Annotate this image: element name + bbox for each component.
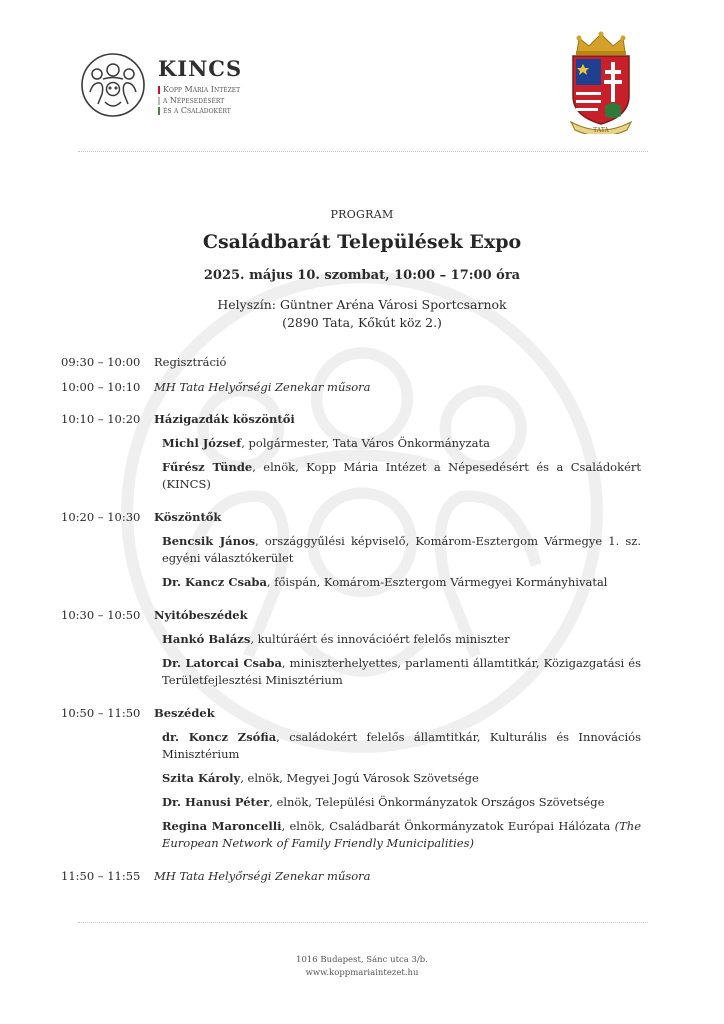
speaker-role: , elnök, Családbarát Önkormányzatok Európai Hálózata <box>281 819 611 833</box>
speaker-role: , elnök, Megyei Jogú Városok Szövetsége <box>240 771 479 785</box>
speaker-entry <box>162 729 641 763</box>
schedule-list <box>61 354 641 885</box>
speaker-name: Dr. Latorcai Csaba <box>162 656 282 670</box>
logo-line-3: és a Családokért <box>158 106 240 117</box>
speaker-entry <box>162 818 641 852</box>
speaker-entry <box>162 574 641 591</box>
schedule-time: 10:20 – 10:30 <box>61 510 141 524</box>
schedule-item <box>61 509 641 526</box>
speaker-entry <box>162 533 641 567</box>
logo-line-2: a Népesedésért <box>158 96 240 107</box>
schedule-item <box>61 379 641 396</box>
header-divider <box>78 151 648 152</box>
schedule-time: 10:10 – 10:20 <box>61 412 141 426</box>
speaker-note: (The European Network of Family Friendly Municipalities) <box>162 819 642 850</box>
speaker-name: Michl József <box>162 436 242 450</box>
schedule-label: Regisztráció <box>154 355 227 369</box>
speaker-role: , elnök, Kopp Mária Intézet a Népesedésért és a Családokért (KINCS) <box>162 460 641 491</box>
speaker-name: Regina Maroncelli <box>162 819 282 833</box>
speaker-name: Dr. Kancz Csaba <box>162 575 267 589</box>
speaker-name: Fűrész Tünde <box>162 460 253 474</box>
family-circle-icon <box>80 52 146 118</box>
schedule-time: 10:00 – 10:10 <box>61 380 141 394</box>
schedule-label: Beszédek <box>154 706 215 720</box>
speaker-entry <box>162 770 641 787</box>
schedule-item <box>61 354 641 371</box>
speaker-name: Szita Károly <box>162 771 241 785</box>
speaker-role: , országgyűlési képviselő, Komárom-Esztergom Vármegye 1. sz. egyéni választókerület <box>162 534 641 565</box>
speaker-entry <box>162 459 641 493</box>
footer-divider <box>78 922 648 923</box>
speaker-entry <box>162 631 641 648</box>
footer <box>0 954 724 980</box>
footer-address: 1016 Budapest, Sánc utca 3/b. <box>296 955 428 965</box>
speaker-name: Bencsik János <box>162 534 256 548</box>
logo-subtitle <box>158 85 240 117</box>
tata-crest-icon <box>567 30 635 134</box>
logo-line-1: Kopp Mária Intézet <box>158 85 240 96</box>
speaker-entry <box>162 655 641 689</box>
speaker-name: Hankó Balázs <box>162 632 251 646</box>
speaker-entry <box>162 794 641 811</box>
speaker-name: Dr. Hanusi Péter <box>162 795 270 809</box>
logo-name: KINCS <box>158 56 243 81</box>
speaker-role: , elnök, Települési Önkormányzatok Országos Szövetsége <box>269 795 605 809</box>
program-kicker: PROGRAM <box>330 208 394 221</box>
schedule-label: Házigazdák köszöntői <box>154 412 295 426</box>
event-date: 2025. május 10. szombat, 10:00 – 17:00 óra <box>203 268 521 283</box>
speaker-entry <box>162 435 641 452</box>
venue-line-2: (2890 Tata, Kőkút köz 2.) <box>282 315 442 330</box>
schedule-item <box>61 868 641 885</box>
kincs-logo <box>80 52 280 122</box>
speaker-role: , családokért felelős államtitkár, Kulturális és Innovációs Minisztérium <box>162 730 641 761</box>
schedule-time: 11:50 – 11:55 <box>61 869 141 883</box>
schedule-item <box>61 411 641 428</box>
schedule-label: Nyitóbeszédek <box>154 608 248 622</box>
schedule-time: 10:50 – 11:50 <box>61 706 141 720</box>
schedule-label: MH Tata Helyőrségi Zenekar műsora <box>154 869 371 883</box>
speaker-role: , főispán, Komárom-Esztergom Vármegyei Kormányhivatal <box>266 575 608 589</box>
speaker-role: , kultúráért és innovációért felelős miniszter <box>250 632 510 646</box>
schedule-time: 09:30 – 10:00 <box>61 355 141 369</box>
schedule-item <box>61 705 641 722</box>
speaker-role: , miniszterhelyettes, parlamenti államtitkár, Közigazgatási és Területfejlesztési Minisztérium <box>162 656 641 687</box>
speaker-name: dr. Koncz Zsófia <box>162 730 277 744</box>
schedule-label: MH Tata Helyőrségi Zenekar műsora <box>154 380 371 394</box>
schedule-label: Köszöntők <box>154 510 222 524</box>
venue-line-1: Helyszín: Güntner Aréna Városi Sportcsarnok <box>217 297 507 312</box>
footer-website-link[interactable]: www.koppmariaintezet.hu <box>305 968 419 978</box>
speaker-role: , polgármester, Tata Város Önkormányzata <box>241 436 490 450</box>
schedule-time: 10:30 – 10:50 <box>61 608 141 622</box>
schedule-item <box>61 607 641 624</box>
event-title: Családbarát Települések Expo <box>202 231 522 253</box>
crest-label: TATA <box>593 127 609 134</box>
